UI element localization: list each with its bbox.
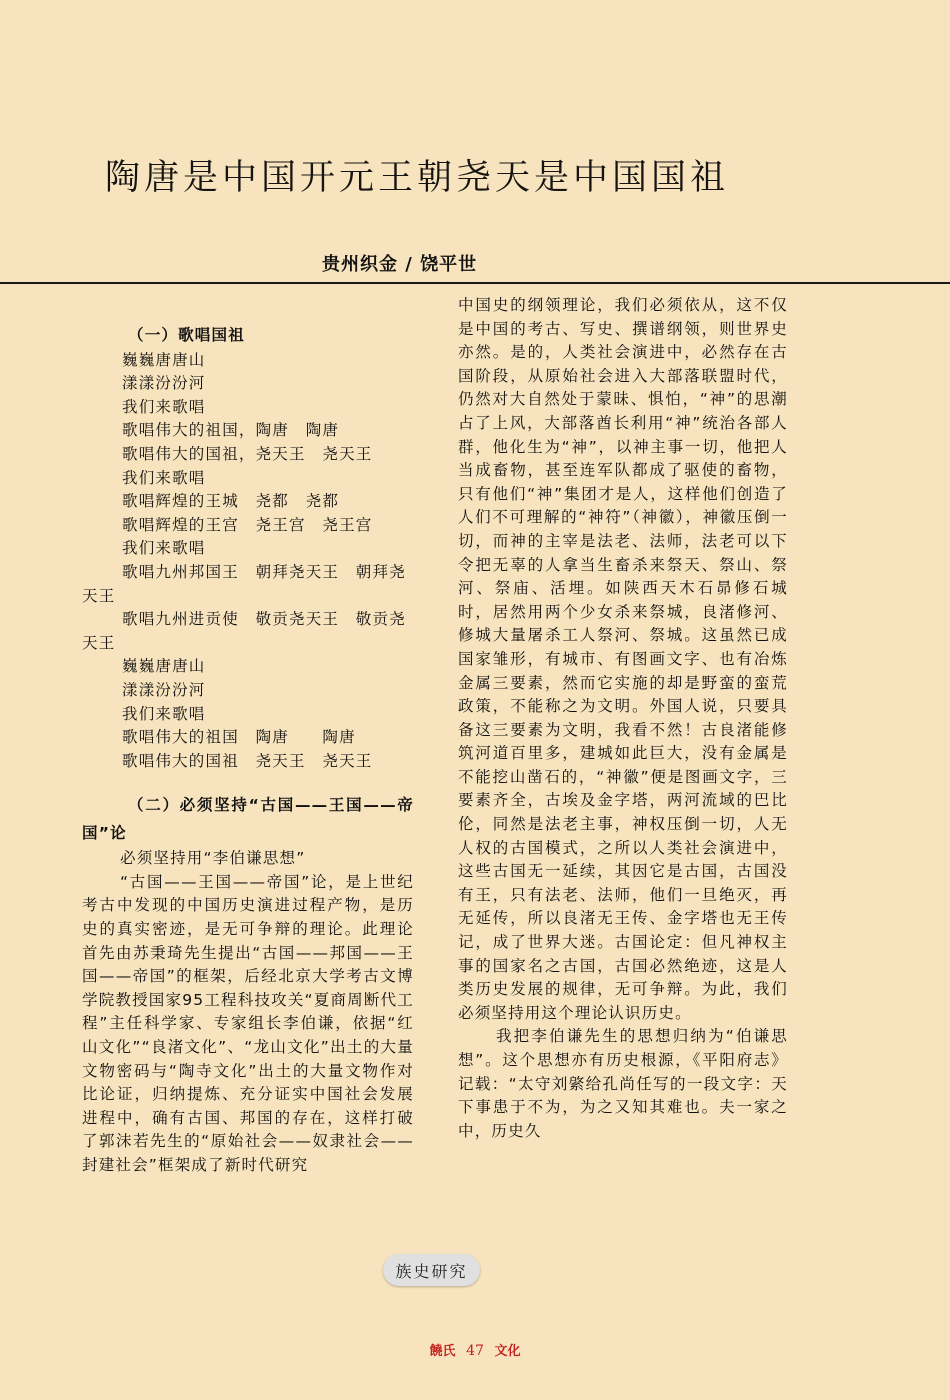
left-column bbox=[82, 294, 414, 1178]
verse-line: 歌唱伟大的国祖 尧天王 尧天王 bbox=[122, 751, 373, 770]
verse-line: 歌唱九州邦国王 朝拜尧天王 朝拜尧天王 bbox=[82, 562, 406, 605]
verse-line: 漾漾汾汾河 bbox=[122, 680, 206, 699]
verse-line: 我们来歌唱 bbox=[122, 468, 206, 487]
body-paragraph: 我把李伯谦先生的思想归纳为“伯谦思想”。这个思想亦有历史根源，《平阳府志》记载：“太守刘綮给孔尚任写的一段文字：天下事患于不为，为之又知其难也。夫一家之中，历史久 bbox=[458, 1027, 788, 1140]
article-byline: 贵州织金 / 饶平世 bbox=[322, 254, 478, 275]
section-subtitle: 必须坚持用“李伯谦思想” bbox=[120, 849, 306, 868]
verse-line: 歌唱伟大的国祖，尧天王 尧天王 bbox=[122, 444, 373, 463]
verse-line: 巍巍唐唐山 bbox=[122, 657, 206, 676]
verse-line: 我们来歌唱 bbox=[122, 704, 206, 723]
section-heading-1: （一）歌唱国祖 bbox=[128, 326, 245, 344]
footer-right: 文化 bbox=[494, 1344, 521, 1359]
verse-line: 漾漾汾汾河 bbox=[122, 374, 206, 393]
verse-line: 歌唱伟大的祖国，陶唐 陶唐 bbox=[122, 421, 340, 440]
verse-line: 歌唱九州进贡使 敬贡尧天王 敬贡尧天王 bbox=[82, 610, 406, 652]
body-paragraph: “古国——王国——帝国”论，是上世纪考古中发现的中国历史演进过程产物，是历史的真实密迹，是无可争辩的理论。此理论首先由苏秉琦先生提出“古国——邦国——王国——帝国”的框架，后经北京大学考古文博学院教授国家95工程科技攻关“夏商周断代工程”主任科学家、专家组长李伯谦，依据“红山文化”“良渚文化”、“龙山文化”出土的大量文物密码与“陶寺文化”出土的大量文物作对比论证，归纳提炼、充分证实中国社会发展进程中，确有古国、邦国的存在，这样打破了郭沫若先生的“原始社会——奴隶社会——封建社会”框架成了新时代研究 bbox=[82, 872, 414, 1174]
section-heading-2: （二）必须坚持“古国——王国——帝国”论 bbox=[82, 796, 414, 843]
footer-left: 饒氏 bbox=[429, 1344, 456, 1359]
article-title: 陶唐是中国开元王朝尧天是中国国祖 bbox=[105, 158, 730, 198]
verse-line: 巍巍唐唐山 bbox=[122, 350, 206, 369]
page-number: 47 bbox=[466, 1343, 484, 1359]
verse-line: 歌唱辉煌的王宫 尧王宫 尧王宫 bbox=[122, 515, 373, 534]
header-rule bbox=[0, 282, 950, 284]
verse-line: 我们来歌唱 bbox=[122, 397, 206, 416]
verse-line: 歌唱伟大的祖国 陶唐 陶唐 bbox=[122, 728, 356, 747]
verse-line: 我们来歌唱 bbox=[122, 539, 206, 558]
right-column bbox=[458, 294, 788, 1143]
page-footer bbox=[0, 1340, 950, 1359]
section-badge: 族史研究 bbox=[383, 1254, 480, 1286]
verse-line: 歌唱辉煌的王城 尧都 尧都 bbox=[122, 492, 340, 511]
body-paragraph: 中国史的纲领理论，我们必须依从，这不仅是中国的考古、写史、撰谱纲领，则世界史亦然。是的，人类社会演进中，必然存在古国阶段，从原始社会进入大部落联盟时代，仍然对大自然处于蒙昧、惧怕，“神”的思潮占了上风，大部落酋长利用“神”统治各部人群，他化生为“神”，以神主事一切，他把人当成畜物，甚至连军队都成了驱使的畜物，只有他们“神”集团才是人，这样他们创造了人们不可理解的“神符”（神徽），神徽压倒一切，而神的主宰是法老、法师，法老可以下令把无辜的人拿当生畜杀来祭天、祭山、祭河、祭庙、活埋。如陕西天木石昴修石城时，居然用两个少女杀来祭城，良渚修河、修城大量屠杀工人祭河、祭城。这虽然已成国家雏形，有城市、有图画文字、也有冶炼金属三要素，然而它实施的却是野蛮的蛮荒政策，不能称之为文明。外国人说，只要具备这三要素为文明，我看不然！古良渚能修筑河道百里多，建城如此巨大，没有金属是不能挖山凿石的，“神徽”便是图画文字，三要素齐全，古埃及金字塔，两河流域的巴比伦，同然是法老主事，神权压倒一切，人无人权的古国模式，之所以人类社会演进中，这些古国无一延续，其因它是古国，古国没有王，只有法老、法师，他们一旦绝灭，再无延传，所以良渚无王传、金字塔也无王传记，成了世界大迷。古国论定：但凡神权主事的国家名之古国，古国必然绝迹，这是人类历史发展的规律，无可争辩。为此，我们必须坚持用这个理论认识历史。 bbox=[458, 296, 788, 1022]
